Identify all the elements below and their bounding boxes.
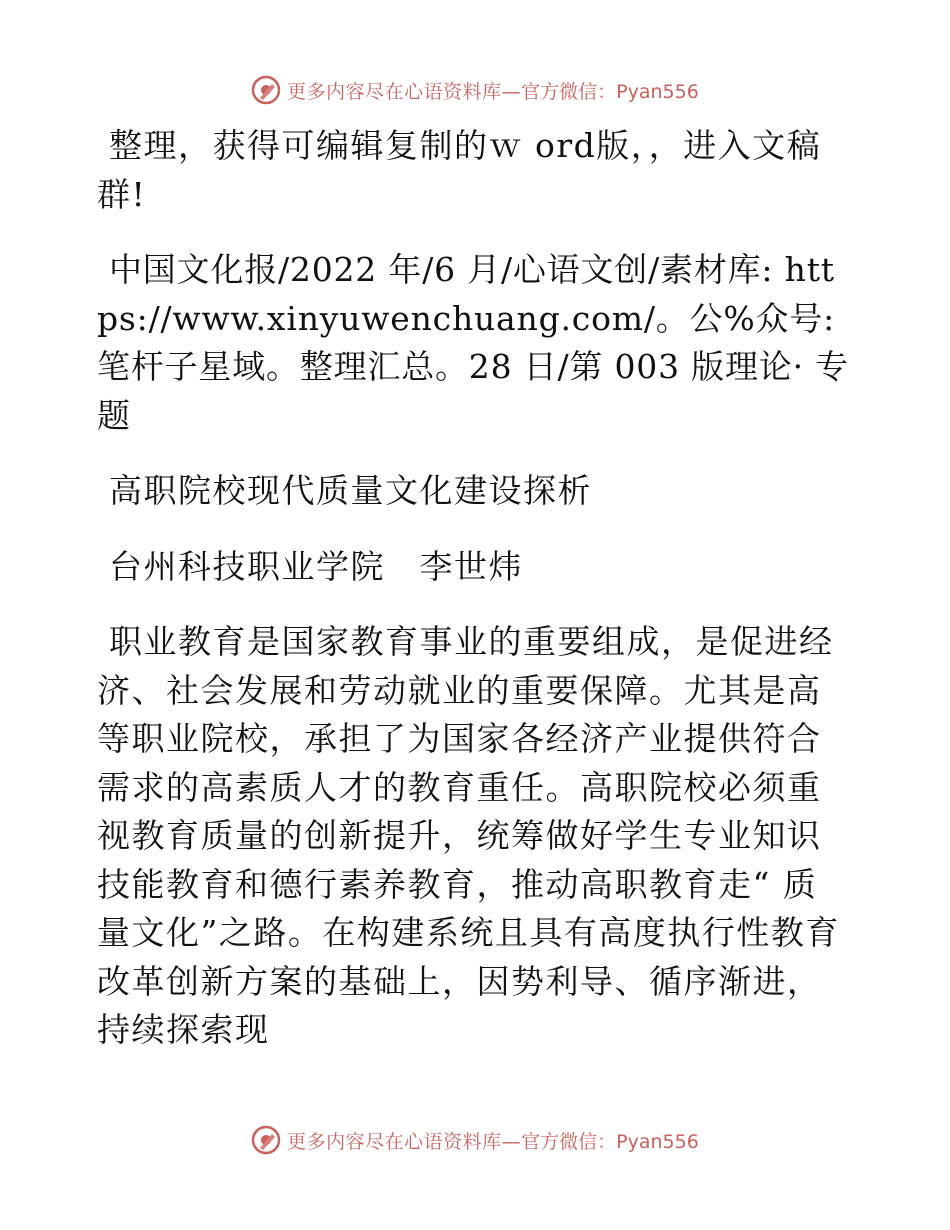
paragraph-source: 中国文化报/2022 年/6 月/心语文创/素材库: https://www.xinyuwenchuang.com/。公%众号: 笔杆子星域。整理汇总。28 日/第 003 版理论· 专题 [97,250,849,435]
header-watermark [0,70,950,110]
watermark-site-text: 更多内容尽在心语资料库— [287,1130,522,1153]
watermark-wechat-text: 官方微信：Pyan556 [521,1130,699,1153]
paragraph-intro: 整理，获得可编辑复制的ｗ ord版，，进入文稿群! [97,126,822,214]
watermark-site-text: 更多内容尽在心语资料库— [287,80,522,103]
paragraph-body: 职业教育是国家教育事业的重要组成，是促进经济、社会发展和劳动就业的重要保障。尤其是高等职业院校，承担了为国家各经济产业提供符合需求的高素质人才的教育重任。高职院校必须重视教育质量的创新提升，统筹做好学生专业知识技能教育和德行素养教育，推动高职教育走“ 质量文化”之路。在构建系统且具有高度执行性教育改革创新方案的基础上，因势利导、循序渐进，持续探索现 [97,622,840,1049]
pen-logo-icon [251,75,281,105]
document-body [97,122,849,1082]
footer-watermark [0,1120,950,1160]
article-author: 台州科技职业学院 李世炜 [109,546,523,586]
pen-logo-icon [251,1125,281,1155]
watermark-wechat-text: 官方微信：Pyan556 [521,80,699,103]
article-title: 高职院校现代质量文化建设探析 [109,471,592,510]
